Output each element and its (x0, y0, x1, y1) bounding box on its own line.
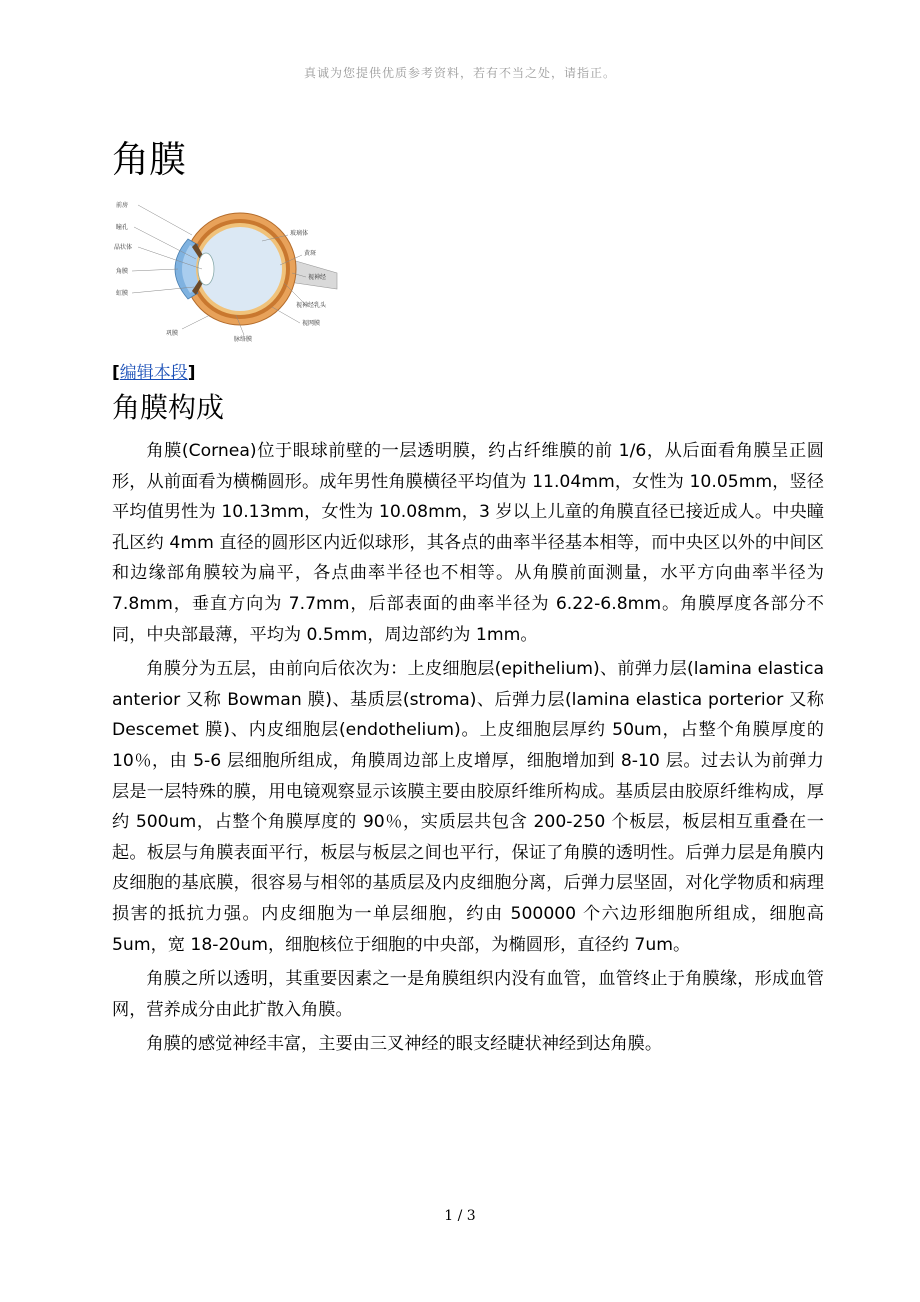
edit-section-link[interactable]: 编辑本段 (119, 363, 188, 383)
page-title: 角膜 (112, 138, 186, 181)
eye-anatomy-diagram (112, 195, 340, 343)
edit-section (112, 361, 196, 385)
header-watermark: 真诚为您提供优质参考资料，若有不当之处，请指正。 (303, 66, 616, 80)
page-number: 1 / 3 (444, 1208, 476, 1224)
section-title: 角膜构成 (112, 391, 225, 424)
edit-close-bracket: ] (187, 363, 196, 383)
label-macula: 黄斑 (304, 250, 317, 257)
label-retina: 视网膜 (302, 320, 321, 327)
paragraph: 角膜之所以透明，其重要因素之一是角膜组织内没有血管，血管终止于角膜缘，形成血管网，营养成分由此扩散入角膜。 (112, 969, 824, 1020)
label-lens: 晶状体 (114, 244, 133, 251)
label-cornea: 角膜 (116, 268, 129, 275)
label-anterior-chamber: 前房 (116, 202, 129, 209)
label-pupil: 瞳孔 (116, 224, 129, 231)
edit-open-bracket: [ (112, 363, 120, 383)
label-optic-nerve: 视神经 (308, 274, 327, 281)
label-choroid: 脉络膜 (234, 336, 253, 343)
label-sclera: 巩膜 (166, 330, 179, 337)
label-iris: 虹膜 (116, 290, 129, 297)
paragraph: 角膜分为五层，由前向后依次为：上皮细胞层(epithelium)、前弹力层(lamina elastica anterior 又称 Bowman 膜)、基质层(stroma)、后弹力层(lamina elastica porterior 又称 Descemet 膜)、内皮细胞层(endothelium)。上皮细胞层厚约 50um，占整个角膜厚度的 10％，由 5-6 层细胞所组成，角膜周边部上皮增厚，细胞增加到 8-10 层。过去认为前弹力层是一层特殊的膜，用电镜观察显示该膜主要由胶原纤维所构成。基质层由胶原纤维构成，厚约 500um，占整个角膜厚度的 90％，实质层共包含 200-250 个板层，板层相互重叠在一起。板层与角膜表面平行，板层与板层之间也平行，保证了角膜的透明性。后弹力层是角膜内皮细胞的基底膜，很容易与相邻的基质层及内皮细胞分离，后弹力层坚固，对化学物质和病理损害的抵抗力强。内皮细胞为一单层细胞，约由 500000 个六边形细胞所组成，细胞高 5um，宽 18-20um，细胞核位于细胞的中央部，为椭圆形，直径约 7um。 (112, 659, 824, 955)
paragraph: 角膜(Cornea)位于眼球前壁的一层透明膜，约占纤维膜的前 1/6，从后面看角膜呈正圆形，从前面看为横椭圆形。成年男性角膜横径平均值为 11.04mm，女性为 10.05mm，竖径平均值男性为 10.13mm，女性为 10.08mm，3 岁以上儿童的角膜直径已接近成人。中央瞳孔区约 4mm 直径的圆形区内近似球形，其各点的曲率半径基本相等，而中央区以外的中间区和边缘部角膜较为扁平，各点曲率半径也不相等。从角膜前面测量，水平方向曲率半径为 7.8mm，垂直方向为 7.7mm，后部表面的曲率半径为 6.22-6.8mm。角膜厚度各部分不同，中央部最薄，平均为 0.5mm，周边部约为 1mm。 (112, 441, 824, 645)
label-optic-disc: 视神经乳头 (296, 302, 327, 309)
paragraph: 角膜的感觉神经丰富，主要由三叉神经的眼支经睫状神经到达角膜。 (146, 1034, 663, 1055)
article-body (112, 436, 824, 1064)
label-vitreous: 玻璃体 (290, 230, 309, 237)
